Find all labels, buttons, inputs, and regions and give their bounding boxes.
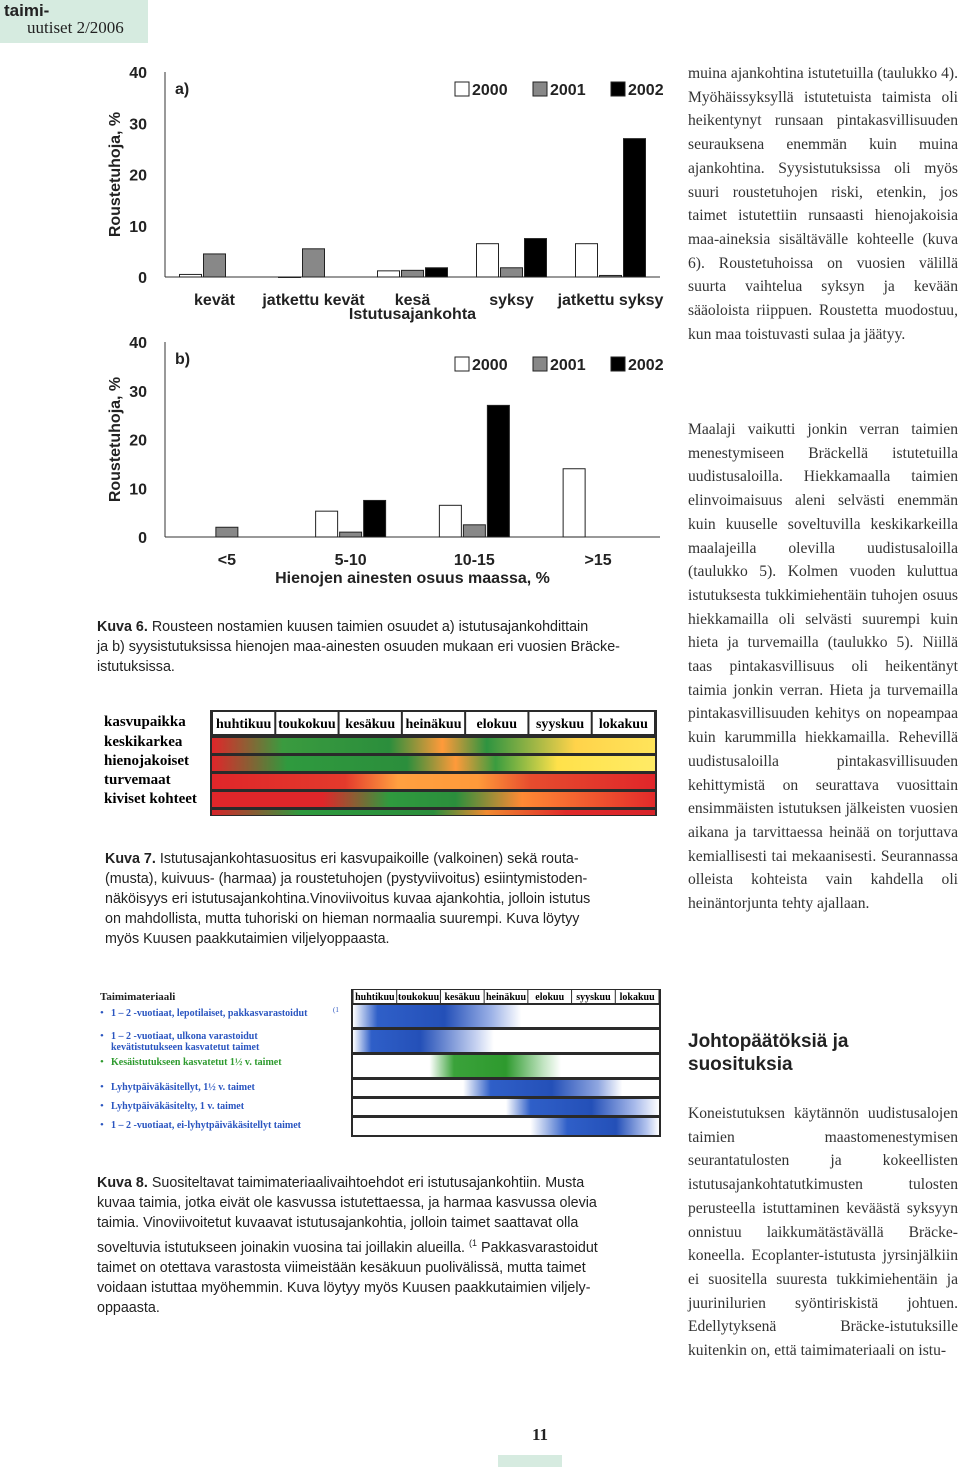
caption8-line1: Suositeltavat taimimateriaalivaihtoehdot eri istutusajankohtiin. Musta — [151, 1175, 585, 1191]
x-tick-label: jatkettu syksy — [557, 292, 664, 309]
legend-label: 2001 — [550, 357, 586, 374]
month-label: toukokuu — [278, 717, 336, 732]
figure7-bar-row — [212, 792, 655, 807]
bar-2001 — [402, 270, 424, 277]
chart-panel-a — [107, 65, 664, 323]
month-label: lokakuu — [598, 717, 648, 732]
row-footnote-mark: (1 — [333, 1006, 339, 1014]
bar-2000 — [316, 511, 338, 537]
row-bullet: • — [100, 1030, 104, 1042]
caption8-line6: voidaan istuttaa myöhemmin. Kuva löytyy myös Kuusen paakkutaimien viljely- — [97, 1279, 591, 1296]
y-tick-label: 0 — [138, 270, 147, 287]
x-tick-label: syksy — [489, 292, 534, 309]
y-tick-label: 10 — [129, 218, 147, 236]
legend-swatch — [533, 82, 547, 96]
caption8-line5: taimet on otettava varastosta viimeistään kesäkuun puolivälissä, mutta taimet — [97, 1259, 586, 1276]
bar-2002 — [624, 139, 646, 277]
y-axis-label: Roustetuhoja, % — [107, 376, 124, 503]
figure7-row-label: hienojakoiset — [104, 753, 190, 769]
caption6-line2: ja b) syysistutuksissa hienojen maa-ainesten osuuden mukaan eri vuosien Bräcke- — [97, 639, 620, 655]
figure7-bar-row — [212, 774, 655, 789]
row-label: Lyhytpäiväkäsitelty, 1 v. taimet — [111, 1101, 245, 1112]
bar-2002 — [525, 239, 547, 277]
figure7-bar-row — [212, 738, 655, 753]
y-tick-label: 20 — [129, 167, 147, 185]
figure7-bar-row — [212, 810, 655, 815]
bar-2001 — [216, 527, 238, 537]
caption8-label: Kuva 8. — [97, 1175, 148, 1191]
month-label: huhtikuu — [216, 717, 272, 732]
row-label: 1 – 2 -vuotiaat, ei-lyhytpäiväkäsitellyt taimet — [111, 1120, 301, 1131]
page-number: 11 — [531, 1425, 549, 1444]
bar-2000 — [180, 274, 202, 277]
month-label: elokuu — [535, 992, 565, 1003]
figure7-row-label: turvemaat — [104, 772, 171, 788]
x-tick-label: 10-15 — [453, 552, 495, 569]
x-axis-label: Hienojen ainesten osuus maassa, % — [275, 570, 550, 587]
figure7-bar-row — [212, 756, 655, 771]
row-bullet: • — [100, 1119, 104, 1131]
figure8-header: Taimimateriaali — [100, 991, 176, 1003]
figure7-row-label: keskikarkea — [104, 734, 183, 750]
caption6-line1: Rousteen nostamien kuusen taimien osuudet a) istutusajankohdittain — [151, 619, 589, 635]
legend-label: 2002 — [628, 357, 664, 374]
legend-swatch — [455, 357, 469, 371]
caption8-line3: taimia. Vinoviivoitetut kuvaavat istutusajankohtia, jolloin taimet saattavat olla — [97, 1215, 579, 1231]
caption7-label: Kuva 7. — [105, 851, 156, 867]
chart-panel-b — [107, 335, 664, 587]
row-label-line2: kevätistutukseen kasvatetut taimet — [111, 1042, 260, 1053]
month-label: heinäkuu — [485, 992, 527, 1003]
month-label: kesäkuu — [444, 992, 481, 1003]
figure8-bar-row — [353, 1055, 659, 1077]
legend-label: 2002 — [628, 82, 664, 99]
month-label: syyskuu — [535, 717, 585, 732]
x-tick-label: jatkettu kevät — [262, 292, 365, 309]
y-tick-label: 10 — [129, 481, 147, 499]
caption7-line1: Istutusajankohtasuositus eri kasvupaikoille (valkoinen) sekä routa- — [159, 851, 579, 867]
y-tick-label: 30 — [129, 116, 147, 134]
magazine-issue: uutiset 2/2006 — [27, 18, 124, 37]
row-bullet: • — [100, 1100, 104, 1112]
caption8-line7: oppaasta. — [97, 1299, 160, 1316]
bar-2001 — [463, 525, 485, 537]
caption-figure8 — [97, 1173, 667, 1318]
caption8-line4a: soveltuvia istutukseen joinakin vuosina tai joillakin alueilla. — [97, 1239, 465, 1256]
month-label: heinäkuu — [405, 717, 462, 732]
x-tick-label: 5-10 — [334, 552, 367, 569]
figure7-row-label: kiviset kohteet — [104, 791, 197, 807]
figure7-planting-time-chart — [100, 706, 660, 816]
body-paragraph-2: Maalaji vaikutti jonkin verran taimien menestymiseen Bräckellä istutetuilla uudistusaloilla. Hiekkamaalla taimien elinvoimaisuus aleni selvästi enemmän kuin kuuselle soveltuvilla keskikarkeilla maalajeilla olevilla uudistusaloilla (taulukko 5). Kolmen vuoden kuluttua istutuksesta tukkimiehentäin tuhojen osuus hiekkamailla oli selvästi suurempi kuin hieta ja turvemailla (taulukko 5). Niillä taas pintakasvillisuus oli heikentänyt taimia jonkin verran. Hieta ja turvemailla pintakasvillisuuden kehitys on nopeampaa kuin karummilla hiekkamailla. Rehevillä uudistusaloilla pintakasvillisuuden kehittymistä on seurattava vuosittain ensimmäisten istutuksen jälkeisten vuosien aikana ja tarvittaessa heinää on torjuttava kemiallisesti tai mekaanisesti. Seurannassa olleista kohteista vain kahdella oli heinäntorjunta tehty ajallaan. — [688, 421, 958, 913]
bar-2001 — [340, 532, 362, 537]
caption6-line3: istutuksissa. — [97, 659, 175, 675]
caption8-line4b: Pakkasvarastoidut — [480, 1239, 598, 1256]
caption7-line5: myös Kuusen paakkutaimien viljelyoppaasta. — [105, 931, 390, 947]
legend-swatch — [611, 82, 625, 96]
bar-2001 — [600, 275, 622, 277]
row-label: 1 – 2 -vuotiaat, ulkona varastoidut — [111, 1031, 258, 1042]
bar-2000 — [378, 271, 400, 277]
row-label: Kesäistutukseen kasvatetut 1½ v. taimet — [111, 1057, 282, 1068]
month-label: syyskuu — [576, 992, 611, 1003]
x-tick-label: >15 — [584, 552, 612, 569]
magazine-title: taimi- — [4, 1, 50, 20]
caption8-footnote-mark: (1 — [468, 1238, 477, 1248]
y-tick-label: 0 — [138, 530, 147, 547]
figure8-bar-row — [353, 1099, 659, 1115]
caption7-line3: näköisyys eri istutusajankohtina.Vinoviivoitus kuvaa ajankohtia, jolloin istutus — [105, 891, 591, 907]
bar-2000 — [563, 469, 585, 537]
caption8-line2: kuvaa taimia, jotka eivät ole kasvussa istutettaessa, ja harmaa kasvussa olevia — [97, 1195, 597, 1211]
month-label: huhtikuu — [355, 992, 395, 1003]
figure8-bar-row — [353, 1005, 659, 1027]
bar-2002 — [487, 405, 509, 537]
bar-2000 — [279, 277, 301, 278]
y-axis-label: Roustetuhoja, % — [107, 111, 124, 238]
figure6-bar-charts — [100, 60, 670, 600]
bar-2001 — [204, 254, 226, 277]
x-tick-label: <5 — [217, 552, 236, 569]
caption7-line4: on mahdollista, mutta tuhoriski on hieman normaalia suurempi. Kuva löytyy — [105, 911, 580, 927]
bar-2002 — [364, 500, 386, 537]
y-tick-label: 40 — [129, 65, 147, 82]
section-heading: Johtopäätöksiä ja suosituksia — [688, 1031, 849, 1075]
y-tick-label: 20 — [129, 432, 147, 450]
panel-label: a) — [175, 81, 190, 98]
row-label: Lyhytpäiväkäsitellyt, 1½ v. taimet — [111, 1082, 255, 1093]
bar-2001 — [303, 249, 325, 277]
figure8-bar-row — [353, 1080, 659, 1096]
bar-2002 — [426, 268, 448, 277]
month-label: elokuu — [476, 717, 518, 732]
y-tick-label: 30 — [129, 383, 147, 401]
bar-2001 — [501, 268, 523, 277]
x-axis-label: Istutusajankohta — [348, 306, 477, 323]
caption-figure6 — [97, 617, 667, 677]
row-bullet: • — [100, 1007, 104, 1019]
figure8-planting-material-chart — [97, 986, 665, 1138]
legend-label: 2001 — [550, 82, 586, 99]
legend-label: 2000 — [472, 357, 508, 374]
row-bullet: • — [100, 1081, 104, 1093]
x-tick-label: kesä — [394, 292, 431, 309]
row-label: 1 – 2 -vuotiaat, lepotilaiset, pakkasvarastoidut — [111, 1008, 308, 1019]
legend-swatch — [611, 357, 625, 371]
figure8-month-header — [354, 990, 659, 1003]
month-label: lokakuu — [619, 992, 655, 1003]
figure8-bar-row — [353, 1030, 659, 1052]
x-tick-label: kevät — [194, 292, 235, 309]
figure7-header: kasvupaikka — [104, 714, 186, 730]
body-paragraph-1: muina ajankohtina istutetuilla (taulukko 4). Myöhäissyksyllä istutetuista taimista oli heikentynyt runsaan pintakasvillisuuden seurauksena enemmän kuin muina ajankohtina. Syysistutuksissa oli myös suuri roustetuhojen riski, etenkin, jos taimet istutettiin runsaasti hienojakoisia maa-aineksia sisältävälle kohteelle (kuva 6). Roustetuhoissa on vuosien välillä suurta vaihtelua syksyn ja kevään sääoloista riippuen. Roustetta muodostuu, kun maa toistuvasti sulaa ja jäätyy. — [688, 65, 958, 343]
caption-figure7 — [105, 849, 670, 949]
month-label: toukokuu — [398, 992, 440, 1003]
bar-2000 — [439, 505, 461, 537]
body-paragraph-3: Koneistutuksen käytännön uudistusalojen taimien maastomenestymisen seurantatulosten ja kokeellisten istutusajankohtatutkimusten tulosten perusteella istuttaminen keväästä syksyyn onnistuu laikkumätästävällä Bräcke-koneella. Ecoplanter-istutusta jyrsinjälkiin ei suositella suuresta tukkimiehentäin ja juurinilurien syöntiriskistä johtuen. Edellytyksenä Bräcke-istutuksille kuitenkin on, että taimimateriaali on istu- — [688, 1105, 958, 1360]
bar-2000 — [477, 244, 499, 277]
row-bullet: • — [100, 1056, 104, 1068]
caption7-line2: (musta), kuivuus- (harmaa) ja roustetuhojen (pystyviivoitus) esiintymistoden- — [105, 871, 588, 887]
y-tick-label: 40 — [129, 335, 147, 352]
legend-label: 2000 — [472, 82, 508, 99]
legend-swatch — [455, 82, 469, 96]
figure8-bar-row — [353, 1118, 659, 1135]
month-label: kesäkuu — [345, 717, 396, 732]
legend-swatch — [533, 357, 547, 371]
panel-label: b) — [175, 351, 191, 368]
bar-2000 — [576, 244, 598, 277]
figure7-month-header — [213, 712, 654, 734]
caption6-label: Kuva 6. — [97, 619, 148, 635]
page-number-bar — [498, 1455, 562, 1467]
